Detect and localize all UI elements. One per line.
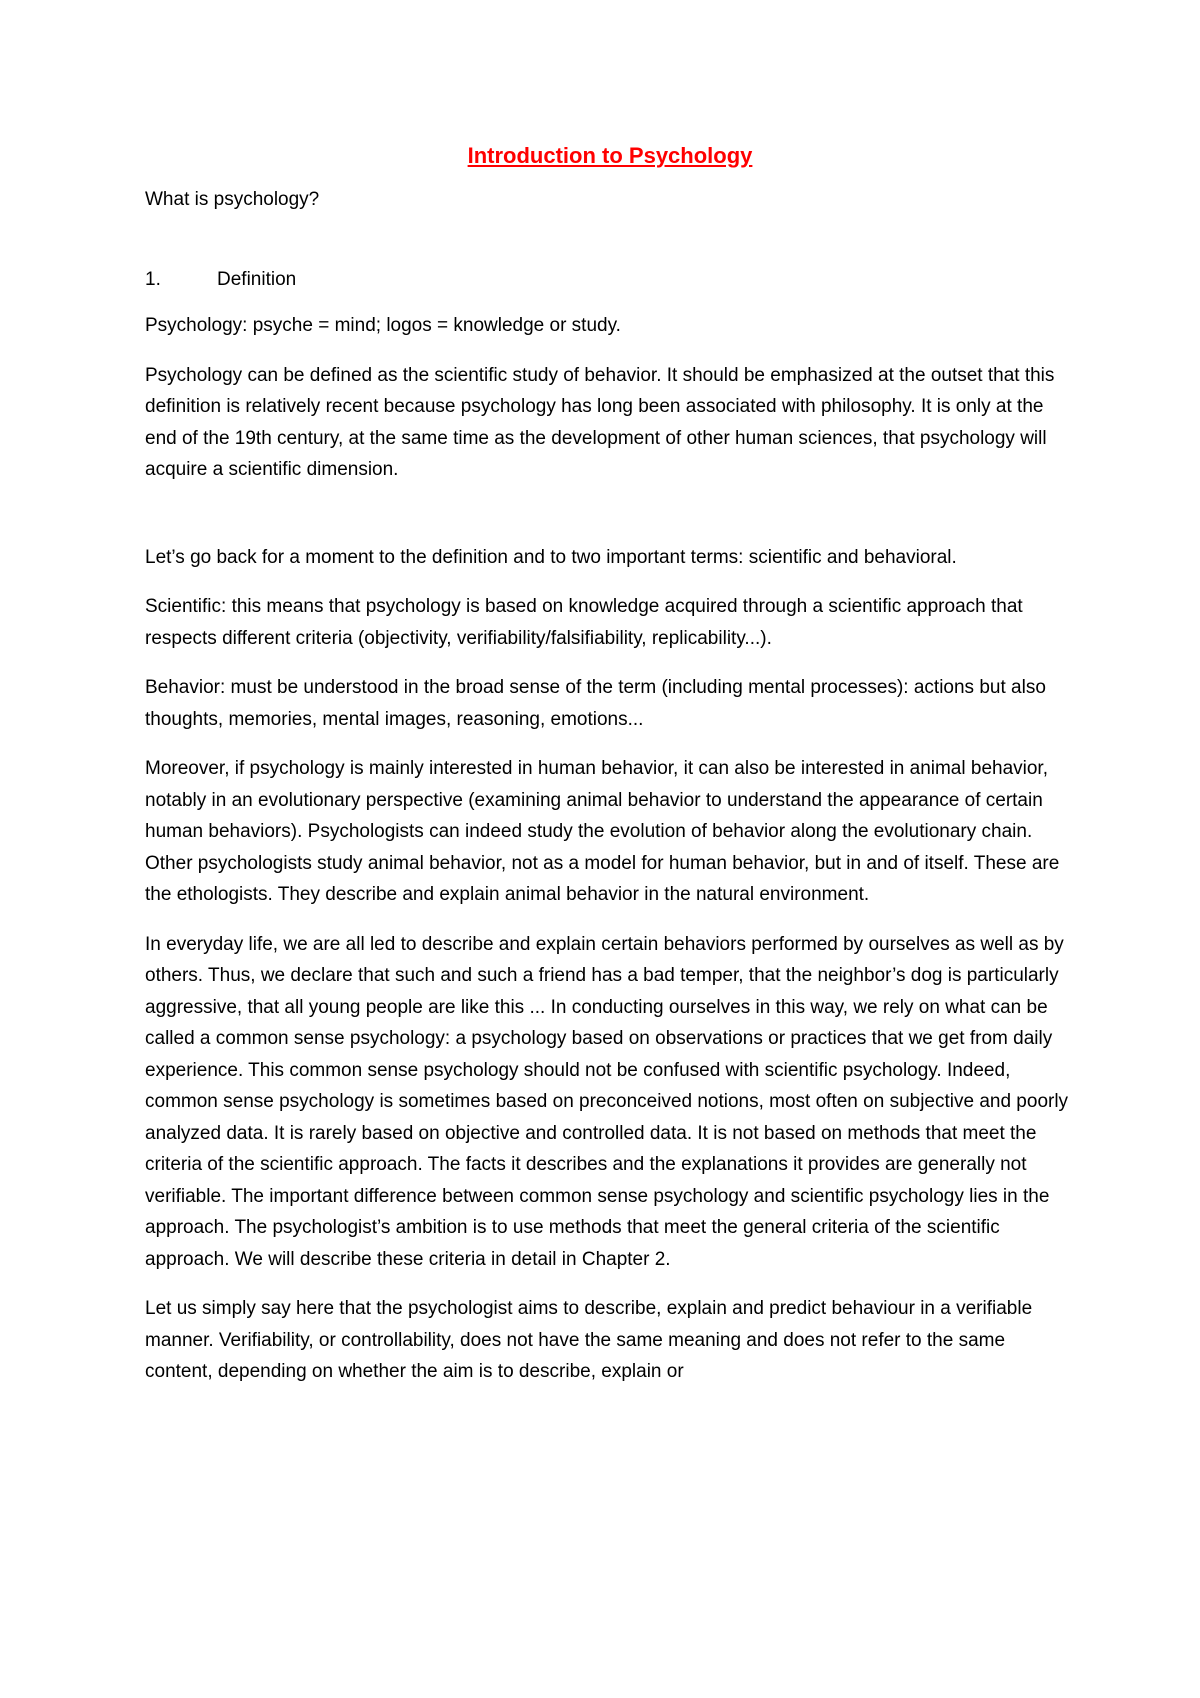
paragraph-spacer (145, 504, 1075, 542)
paragraph-verifiability: Let us simply say here that the psychologist aims to describe, explain and predict behaviour in a verifiable manner. Verifiability, or controllability, does not have the same meaning and does not refer to the same content, depending on whether the aim is to describe, explain or (145, 1298, 1033, 1382)
paragraph-common-sense: In everyday life, we are all led to describe and explain certain behaviors performed by ourselves as well as by others. Thus, we declare that such and such a friend has a bad temper, that the neighbor’s dog is particularly aggressive, that all young people are like this ... In conducting ourselves in this way, we rely on what can be called a common sense psychology: a psychology based on observations or practices that we get from daily experience. This common sense psychology should not be confused with scientific psychology. Indeed, common sense psychology is sometimes based on preconceived notions, most often on subjective and poorly analyzed data. It is rarely based on objective and controlled data. It is not based on methods that meet the criteria of the scientific approach. The facts it describes and the explanations it provides are generally not verifiable. The important difference between common sense psychology and scientific psychology lies in the approach. The psychologist’s ambition is to use methods that meet the general criteria of the scientific approach. We will describe these criteria in detail in Chapter 2. (145, 933, 1069, 1270)
paragraph-terms: Let’s go back for a moment to the definition and to two important terms: scientific and behavioral. (145, 546, 957, 568)
paragraph-behavior: Behavior: must be understood in the broad sense of the term (including mental processes): actions but also thoughts, memories, mental images, reasoning, emotions... (145, 677, 1046, 730)
document-subtitle: What is psychology? (145, 189, 320, 210)
paragraph-scientific: Scientific: this means that psychology is based on knowledge acquired through a scientific approach that respects different criteria (objectivity, verifiability/falsifiability, replicability...). (145, 596, 1023, 649)
section-heading (145, 266, 1075, 294)
section-number: 1. (145, 269, 161, 290)
paragraph-definition: Psychology can be defined as the scientific study of behavior. It should be emphasized at the outset that this definition is relatively recent because psychology has long been associated with philosophy. It is only at the end of the 19th century, at the same time as the development of other human sciences, that psychology will acquire a scientific dimension. (145, 364, 1055, 480)
section-label: Definition (217, 269, 297, 290)
paragraph-animal-behavior: Moreover, if psychology is mainly interested in human behavior, it can also be interested in animal behavior, notably in an evolutionary perspective (examining animal behavior to understand the appearance of certain human behaviors). Psychologists can indeed study the evolution of behavior along the evolutionary chain. Other psychologists study animal behavior, not as a model for human behavior, but in and of itself. These are the ethologists. They describe and explain animal behavior in the natural environment. (145, 758, 1060, 905)
document-page (145, 140, 1075, 1406)
paragraph-etymology: Psychology: psyche = mind; logos = knowledge or study. (145, 315, 621, 336)
document-title: Introduction to Psychology (467, 143, 753, 168)
